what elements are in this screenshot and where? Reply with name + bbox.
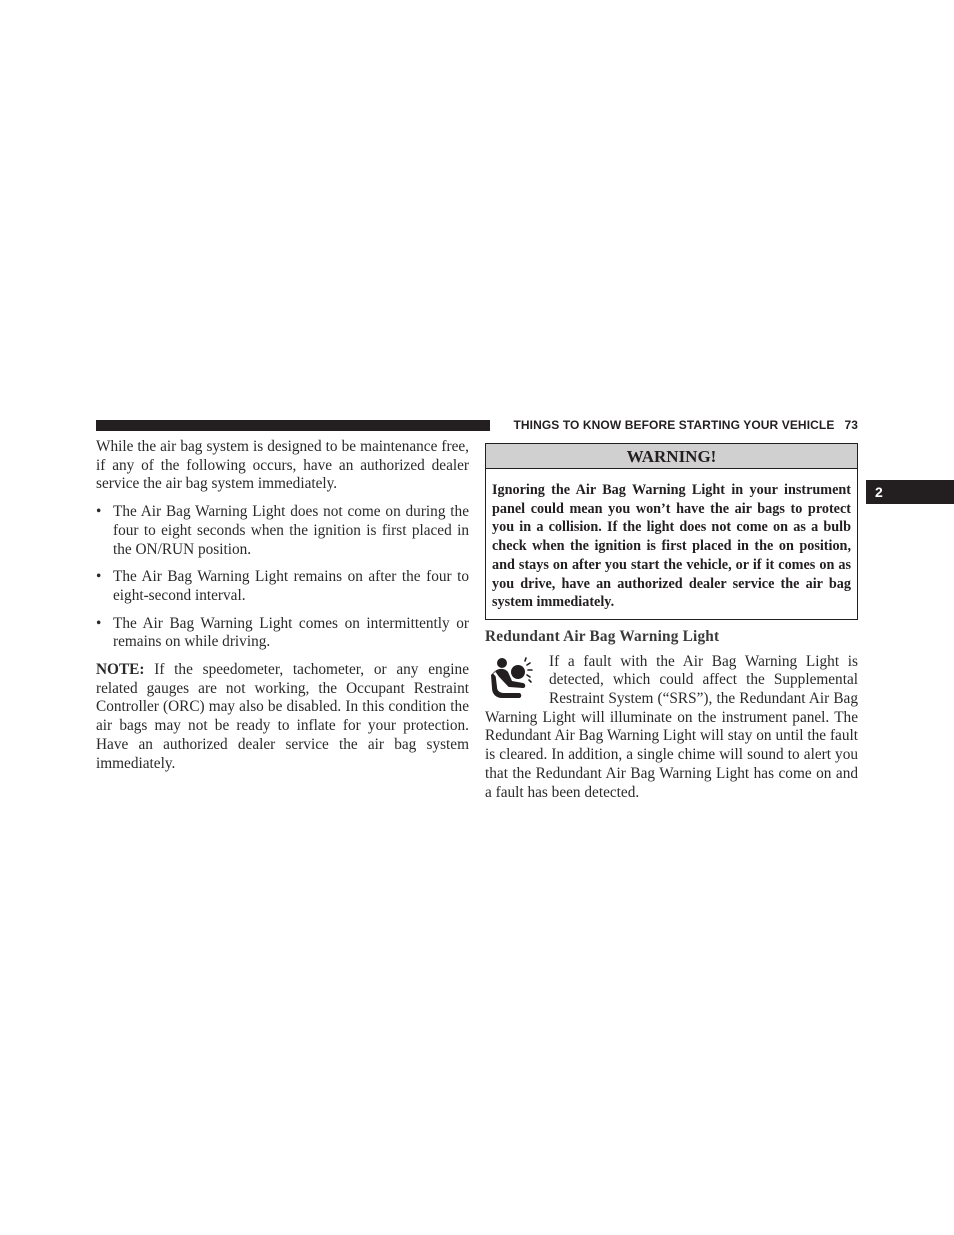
header-rule (96, 420, 490, 431)
warning-title: WARNING! (486, 444, 857, 469)
left-column (96, 438, 469, 773)
bullet-icon: • (96, 614, 102, 632)
list-item-text: The Air Bag Warning Light does not come on during the four to eight seconds when the ignition is first placed in the ON/RUN position. (113, 503, 469, 558)
section-title: THINGS TO KNOW BEFORE STARTING YOUR VEHICLE (513, 418, 835, 432)
right-column (485, 443, 858, 802)
note-text: If the speedometer, tachometer, or any engine related gauges are not working, the Occupant Restraint Controller (ORC) may also be disabled. In this condition the air bags may not be ready to inflate for your protection. Have an authorized dealer service the air bag system immediately. (96, 661, 469, 772)
list-item (96, 503, 469, 559)
list-item (96, 568, 469, 605)
body-paragraph: If a fault with the Air Bag Warning Light is detected, which could affect the Supplemental Restraint System (“SRS”), the Redundant Air Bag Warning Light will illuminate on the instrument panel. The Redundant Air Bag Warning Light will stay on until the fault is cleared. In addition, a single chime will sound to alert you that the Redundant Air Bag Warning Light has come on and a fault has been detected. (485, 652, 858, 801)
bullet-icon: • (96, 503, 102, 521)
intro-paragraph: While the air bag system is designed to be maintenance free, if any of the following occurs, have an authorized dealer service the air bag system immediately. (96, 438, 469, 493)
list-item-text: The Air Bag Warning Light remains on after the four to eight-second interval. (113, 568, 469, 604)
note-paragraph (96, 661, 469, 773)
list-item-text: The Air Bag Warning Light comes on intermittently or remains on while driving. (113, 614, 469, 651)
section-heading: Redundant Air Bag Warning Light (485, 627, 720, 645)
airbag-warning-icon (485, 653, 537, 705)
warning-box (485, 443, 858, 620)
note-label: NOTE: (96, 661, 145, 679)
running-header (498, 417, 858, 433)
bullet-list (96, 503, 469, 652)
chapter-tab (866, 480, 954, 504)
page-number: 73 (844, 418, 858, 432)
chapter-number: 2 (875, 484, 883, 500)
warning-text: Ignoring the Air Bag Warning Light in your instrument panel could mean you won’t have the air bags to protect you in a collision. If the light does not come on as a bulb check when the ignition is first placed in the on position, and stays on after you start the vehicle, or if it comes on as you drive, have an authorized dealer service the air bag system immediately. (492, 482, 851, 611)
list-item (96, 615, 469, 652)
bullet-icon: • (96, 568, 102, 586)
